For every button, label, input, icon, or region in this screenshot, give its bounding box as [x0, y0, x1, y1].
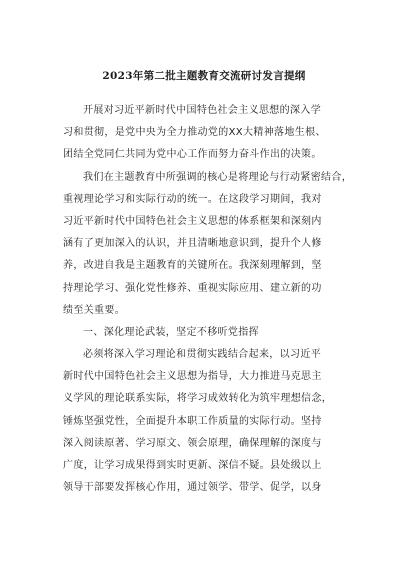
paragraph-line: 我们在主题教育中所强调的核心是将理论与行动紧密结合， [83, 171, 353, 183]
paragraph-line: 义学风的理论联系实际，将学习成效转化为筑牢理想信念， [63, 393, 333, 405]
paragraph-line: 习和贯彻，是党中央为全力推动党的XX大精神落地生根、 [63, 127, 326, 139]
paragraph-line: 持理论学习、强化党性修养、重视实际应用、建立新的功 [63, 282, 322, 294]
paragraph-line: 开展对习近平新时代中国特色社会主义思想的深入学 [83, 105, 322, 116]
paragraph-line: 团结全党同仁共同为党中心工作而努力奋斗作出的决策。 [63, 149, 322, 161]
document-body [63, 100, 363, 499]
document-title: 2023年第二批主题教育交流研讨发言提纲 [102, 70, 306, 82]
paragraph-line: 领导干部要发挥核心作用，通过领学、带学、促学，以身 [63, 482, 322, 494]
paragraph-line: 深入阅读原著、学习原文、领会原理，确保理解的深度与 [63, 437, 322, 449]
paragraph-line: 广度，让学习成果得到实时更新、深信不疑。县处级以上 [63, 460, 322, 471]
paragraph-line: 绩至关重要。 [63, 304, 126, 316]
paragraph-line: 养，改进自我是主题教育的关键所在。我深刻理解到，坚 [63, 260, 322, 272]
paragraph-line: 重视理论学习和实际行动的统一。在这段学习期间，我对 [63, 193, 322, 205]
paragraph-line: 锤炼坚强党性，全面提升本职工作质量的实际行动。坚持 [63, 415, 322, 427]
paragraph-line: 必须将深入学习理论和贯彻实践结合起来，以习近平 [83, 349, 322, 361]
paragraph-line: 习近平新时代中国特色社会主义思想的体系框架和深刻内 [63, 215, 322, 227]
paragraph-line: 新时代中国特色社会主义思想为指导，大力推进马克思主 [63, 371, 322, 383]
section-heading: 一、深化理论武装，坚定不移听党指挥 [83, 326, 259, 338]
paragraph-line: 涵有了更加深入的认识，并且清晰地意识到，提升个人修 [63, 238, 322, 250]
